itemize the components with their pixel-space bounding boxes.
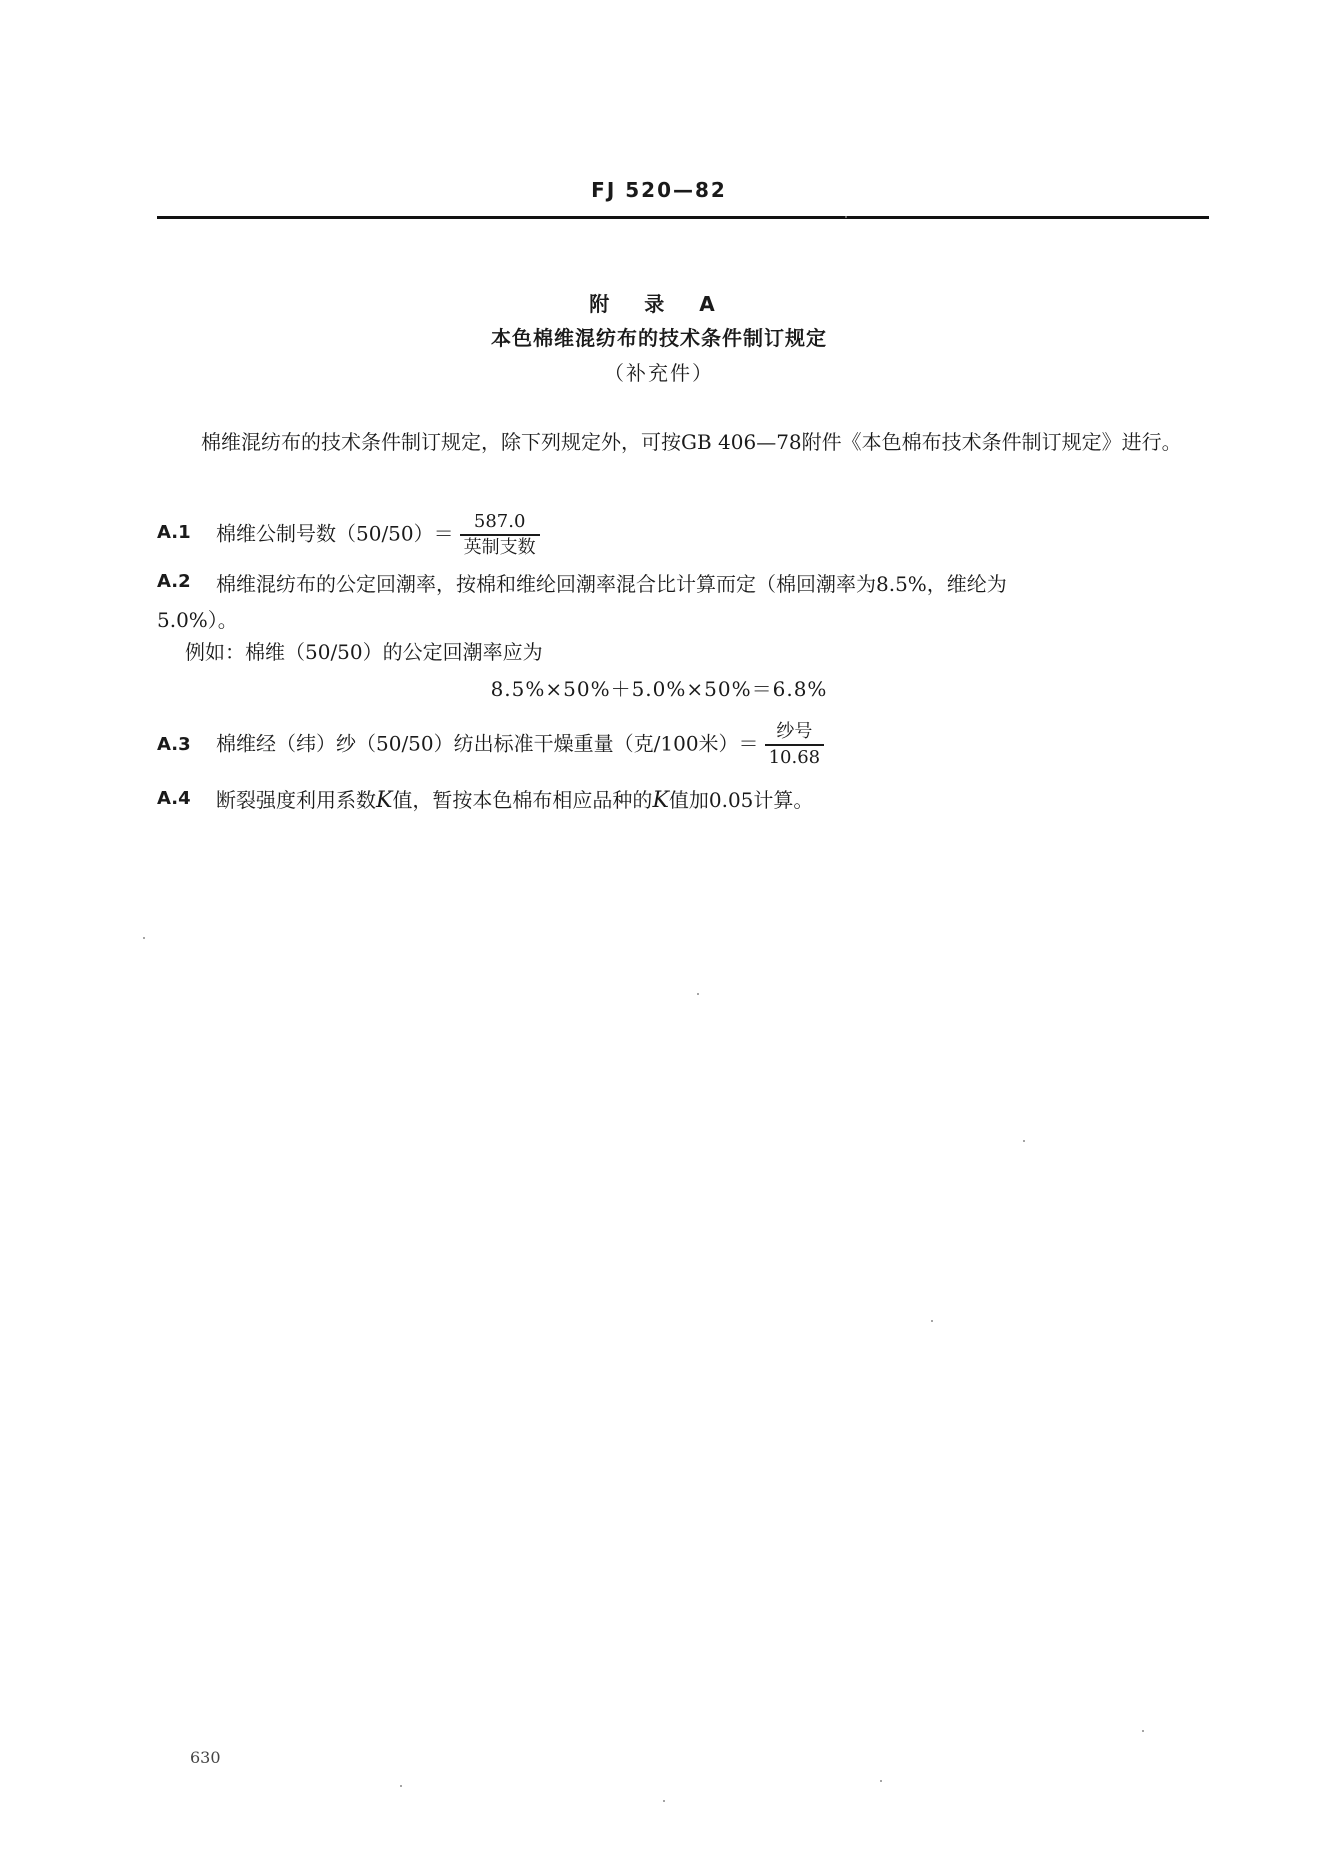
clause-a2-number: A.2	[157, 571, 191, 592]
intro-paragraph: 棉维混纺布的技术条件制订规定，除下列规定外，可按GB 406—78附件《本色棉布技术条件制订规定》进行。	[201, 430, 1182, 454]
clause-a2-continuation: 5.0%）。	[157, 608, 238, 632]
scan-speck	[400, 1785, 402, 1787]
clause-a2-text: 棉维混纺布的公定回潮率，按棉和维纶回潮率混合比计算而定（棉回潮率为8.5%，维纶为	[216, 572, 1007, 596]
clause-a4-k-symbol-1: K	[376, 788, 393, 813]
clause-a1-text: 棉维公制号数（50/50）＝	[216, 521, 454, 546]
clause-a1-numerator: 587.0	[460, 510, 540, 536]
clause-a3-text: 棉维经（纬）纱（50/50）纺出标准干燥重量（克/100米）＝	[216, 731, 759, 756]
clause-a4-k-symbol-2: K	[652, 788, 669, 813]
clause-a2-example: 例如：棉维（50/50）的公定回潮率应为	[185, 640, 543, 664]
clause-a1-number: A.1	[157, 522, 191, 543]
clause-a2-formula: 8.5%×50%＋5.0%×50%＝6.8%	[490, 677, 828, 701]
clause-a3-denominator: 10.68	[768, 747, 821, 768]
scan-speck	[1023, 1140, 1025, 1142]
clause-a4	[216, 784, 813, 813]
scan-speck	[880, 1780, 882, 1782]
clause-a3-numerator: 纱号	[765, 720, 825, 746]
clause-a1-denominator: 英制支数	[463, 537, 536, 558]
scan-speck	[845, 216, 847, 218]
annex-label: 附 录 A	[589, 292, 729, 316]
clause-a1	[216, 510, 540, 560]
page-number: 630	[190, 1748, 221, 1767]
scan-speck	[1142, 1730, 1144, 1732]
clause-a4-text-after: 值加0.05计算。	[668, 788, 814, 812]
annex-subtitle: （补充件）	[604, 361, 714, 385]
annex-title: 本色棉维混纺布的技术条件制订规定	[491, 326, 827, 350]
clause-a4-number: A.4	[157, 788, 191, 809]
scan-speck	[143, 937, 145, 939]
clause-a4-text-before: 断裂强度利用系数	[216, 788, 376, 812]
header-rule	[157, 216, 1209, 219]
scan-speck	[931, 1320, 933, 1322]
clause-a3	[216, 720, 824, 770]
scan-speck	[663, 1800, 665, 1802]
clause-a1-fraction	[460, 510, 540, 560]
scan-speck	[697, 993, 699, 995]
standard-code: FJ 520—82	[591, 178, 727, 202]
clause-a3-fraction	[765, 720, 825, 770]
clause-a4-text-middle: 值，暂按本色棉布相应品种的	[392, 788, 653, 812]
clause-a3-number: A.3	[157, 734, 191, 755]
